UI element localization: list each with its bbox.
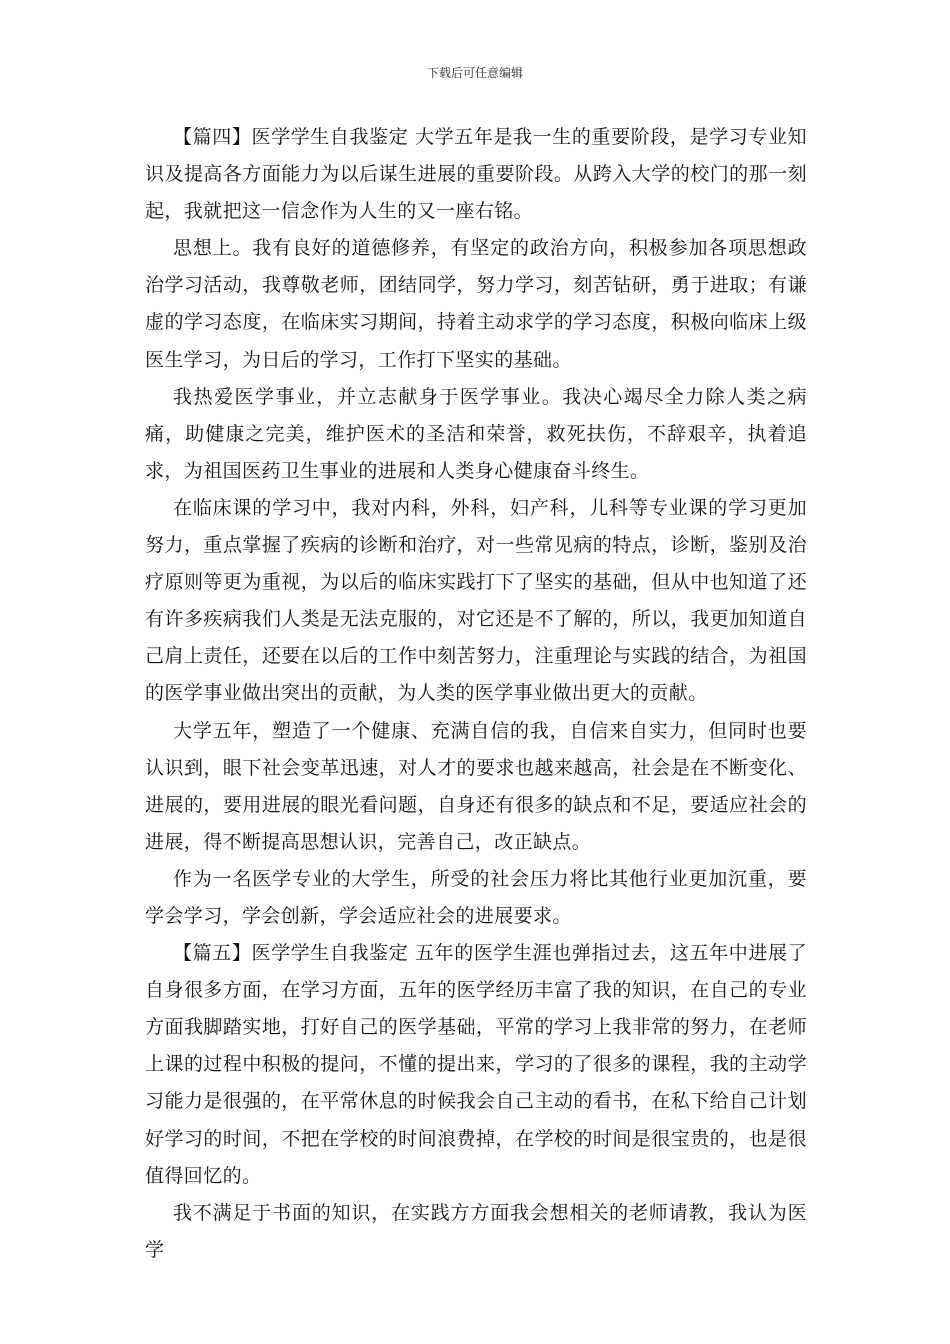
paragraph-five-years bbox=[145, 713, 807, 861]
page-header: 下载后可任意编辑 bbox=[426, 66, 523, 80]
paragraph-clinical-study bbox=[145, 490, 807, 713]
paragraph-text: 医学学生自我鉴定 五年的医学生涯也弹指过去，这五年中进展了自身很多方面，在学习方面，五年的医学经历丰富了我的知识，在自己的专业方面我脚踏实地，打好自己的医学基础，平常的学习上我非常的努力，在老师上课的过程中积极的提问，不懂的提出来，学习的了很多的课程，我的主动学习能力是很强的，在平常休息的时候我会自己主动的看书，在私下给自己计划好学习的时间，不把在学校的时间浪费掉，在学校的时间是很宝贵的，也是很值得回忆的。 bbox=[145, 942, 807, 1187]
paragraph-text: 我不满足于书面的知识，在实践方方面我会想相关的老师请教，我认为医学 bbox=[145, 1201, 807, 1261]
paragraph-dedication bbox=[145, 379, 807, 490]
paragraph-text: 大学五年，塑造了一个健康、充满自信的我，自信来自实力，但同时也要认识到，眼下社会变革迅速，对人才的要求也越来越高，社会是在不断变化、进展的，要用进展的眼光看问题，自身还有很多的缺点和不足，要适应社会的进展，得不断提高思想认识，完善自己，改正缺点。 bbox=[145, 719, 807, 853]
paragraph-social-pressure bbox=[145, 861, 807, 935]
paragraph-practice bbox=[145, 1195, 807, 1269]
paragraph-text: 医学学生自我鉴定 大学五年是我一生的重要阶段，是学习专业知识及提高各方面能力为以后谋生进展的重要阶段。从跨入大学的校门的那一刻起，我就把这一信念作为人生的又一座右铭。 bbox=[145, 126, 807, 223]
paragraph-thought bbox=[145, 230, 807, 378]
section-tag: 【篇五】 bbox=[173, 942, 252, 965]
paragraph-text: 在临床课的学习中，我对内科，外科，妇产科，儿科等专业课的学习更加努力，重点掌握了疾病的诊断和治疗，对一些常见病的特点，诊断，鉴别及治疗原则等更为重视，为以后的临床实践打下了坚实的基础，但从中也知道了还有许多疾病我们人类是无法克服的，对它还是不了解的，所以，我更加知道自己肩上责任，还要在以后的工作中刻苦努力，注重理论与实践的结合，为祖国的医学事业做出突出的贡献，为人类的医学事业做出更大的贡献。 bbox=[145, 496, 807, 705]
paragraph-section-four-intro bbox=[145, 119, 807, 230]
paragraph-text: 思想上。我有良好的道德修养，有坚定的政治方向，积极参加各项思想政治学习活动，我尊敬老师，团结同学，努力学习，刻苦钻研，勇于进取；有谦虚的学习态度，在临床实习期间，持着主动求学的学习态度，积极向临床上级医生学习，为日后的学习，工作打下坚实的基础。 bbox=[145, 237, 807, 371]
paragraph-section-five-intro bbox=[145, 935, 807, 1195]
paragraph-text: 我热爱医学事业，并立志献身于医学事业。我决心竭尽全力除人类之病痛，助健康之完美，维护医术的圣洁和荣誉，救死扶伤，不辞艰辛，执着追求，为祖国医药卫生事业的进展和人类身心健康奋斗终生。 bbox=[145, 385, 807, 482]
document-body bbox=[145, 119, 807, 1269]
paragraph-text: 作为一名医学专业的大学生，所受的社会压力将比其他行业更加沉重，要学会学习，学会创新，学会适应社会的进展要求。 bbox=[145, 867, 807, 927]
section-tag: 【篇四】 bbox=[173, 126, 252, 148]
